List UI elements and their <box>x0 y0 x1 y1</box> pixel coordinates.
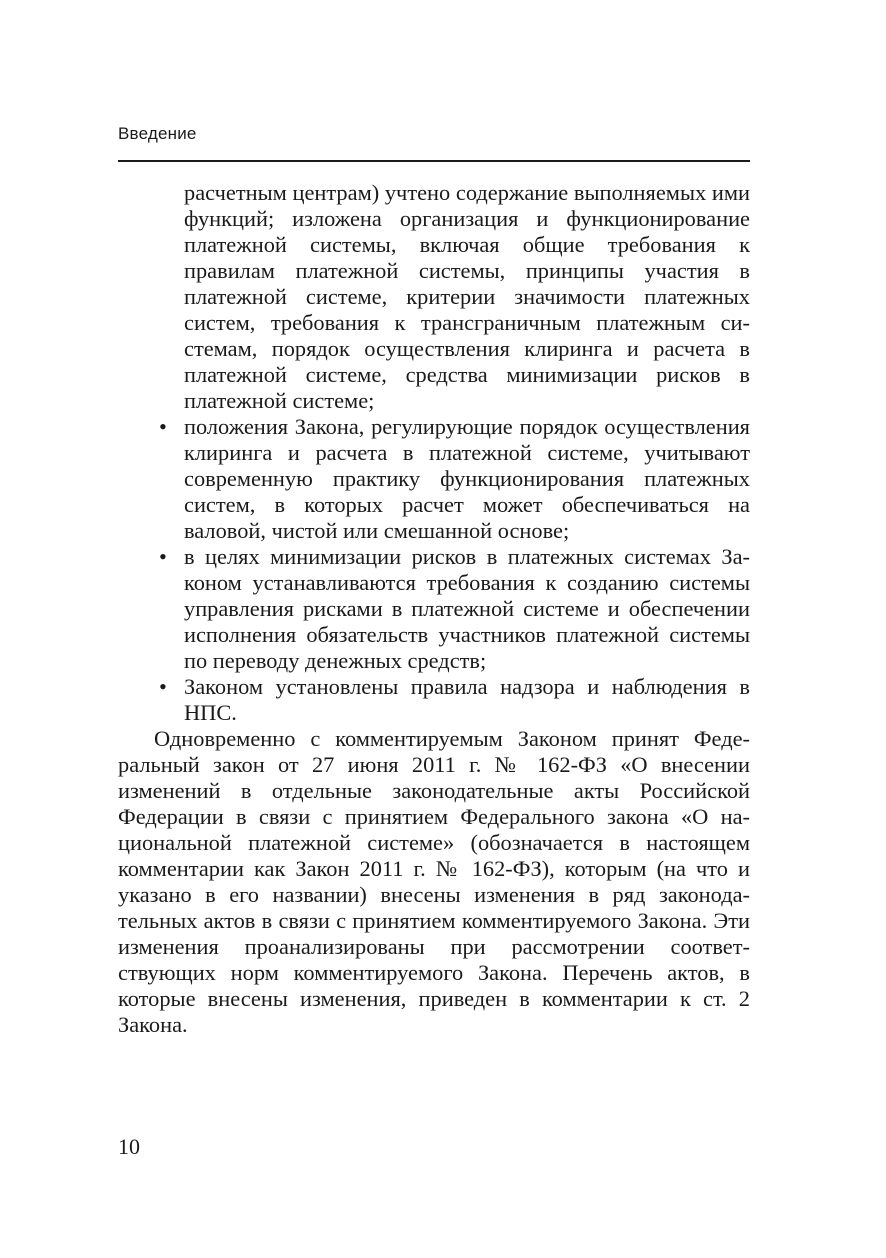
main-paragraph: Одновременно с комментируемым Законом принят Федеральный закон от 27 июня 2011 г. № 162-ФЗ «О внесении изменений в отдельные законодательные акты Российской Федерации в связи с принятием Федерального закона «О национальной платежной системе» (обозначается в настоящем комментарии как Закон 2011 г. № 162-ФЗ), которым (на что и указано в его названии) внесены изменения в ряд законодательных актов в связи с принятием комментируемого Закона. Эти изменения проанализированы при рассмотрении соответствующих норм комментируемого Закона. Перечень актов, в которые внесены изменения, приведен в комментарии к ст. 2 Закона. <box>118 726 750 1037</box>
bullet-icon: • <box>159 674 167 699</box>
header-rule <box>118 160 750 162</box>
list-item <box>118 674 750 726</box>
list-item <box>118 414 750 544</box>
continuation-paragraph: расчетным центрам) учтено содержание выполняемых ими функций; изложена организация и функционирование платежной системы, включая общие требования к правилам платежной системы, принципы участия в платежной системе, критерии значимости платежных систем, требования к трансграничным платежным системам, порядок осуществления клиринга и расчета в платежной системе, средства минимизации рисков в платежной системе; <box>184 180 750 413</box>
bullet-list <box>118 414 750 726</box>
running-header: Введение <box>118 124 197 143</box>
list-item-text: в целях минимизации рисков в платежных системах Законом устанавливаются требования к созданию системы управления рисками в платежной системе и обеспечении исполнения обязательств участников платежной системы по переводу денежных средств; <box>184 544 750 673</box>
page-number: 10 <box>118 1134 140 1159</box>
body-text <box>118 180 750 1038</box>
bullet-icon: • <box>159 544 167 569</box>
list-item-text: Законом установлены правила надзора и наблюдения в НПС. <box>184 674 750 725</box>
list-item <box>118 544 750 674</box>
list-item-text: положения Закона, регулирующие порядок осуществления клиринга и расчета в платежной системе, учитывают современную практику функционирования платежных систем, в которых расчет может обеспечиваться на валовой, чистой или смешанной основе; <box>184 414 750 543</box>
bullet-icon: • <box>159 414 167 439</box>
